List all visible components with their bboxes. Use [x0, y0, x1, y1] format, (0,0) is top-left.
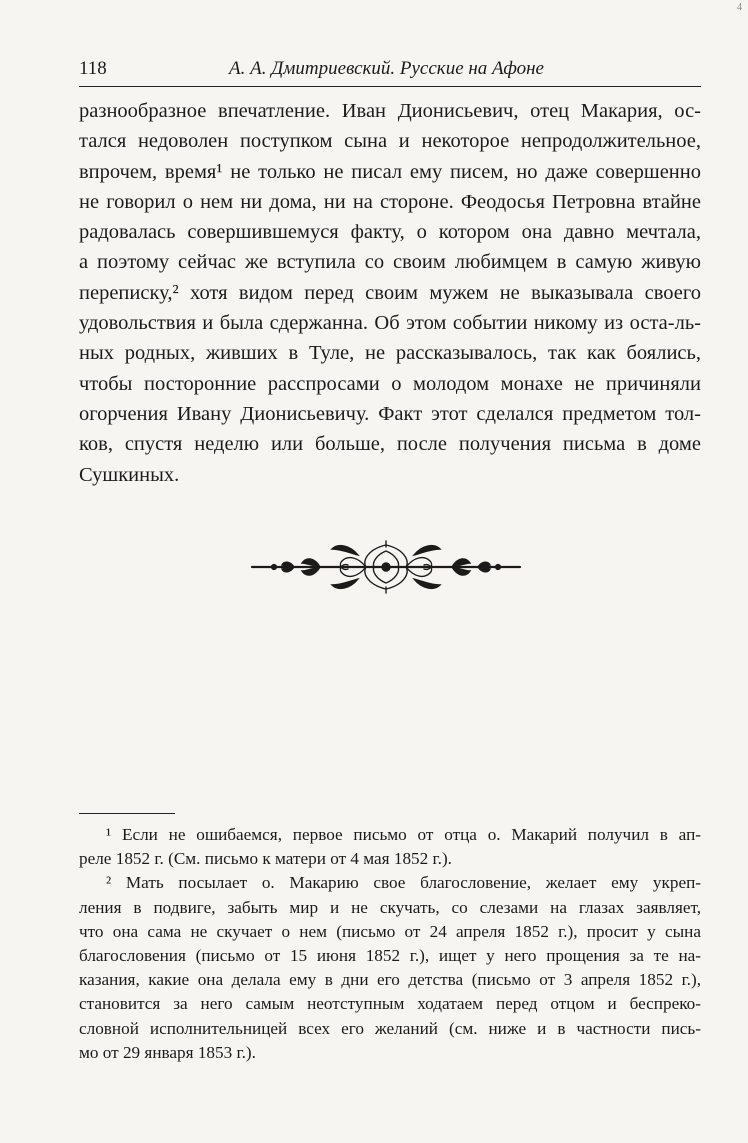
body-line: радовалась совершившемуся факту, о котором она давно мечтала, — [79, 221, 701, 244]
footnote-2-line: благословения (письмо от 15 июня 1852 г.), ищет у него прощения за те на- — [79, 945, 701, 965]
body-text — [79, 96, 701, 490]
running-title: А. А. Дмитриевский. Русские на Афоне — [229, 58, 544, 79]
body-line: разнообразное впечатление. Иван Дионисьевич, отец Макария, ос- — [79, 100, 701, 122]
footnote-1-line: реле 1852 г. (См. письмо к матери от 4 мая 1852 г.). — [79, 849, 452, 869]
body-line: переписку,² хотя видом перед своим мужем не выказывала своего — [79, 281, 701, 304]
footnote-2-line: становится за него самым неотступным ходатаем перед отцом и беспреко- — [79, 994, 701, 1014]
footnote-2-line: ления в подвиге, забыть мир и не скучать, со слезами на глазах заявляет, — [79, 897, 701, 917]
body-line: удовольствия и была сдержанна. Об этом событии никому из оста-ль- — [79, 312, 701, 335]
body-line: тался недоволен поступком сына и некоторое непродолжительное, — [79, 130, 701, 153]
footnote-2-line: казания, какие она делала ему в дни его детства (письмо от 3 апреля 1852 г.), — [79, 970, 701, 990]
footnote-2-line: мо от 29 января 1853 г.). — [79, 1042, 256, 1062]
fleuron-icon — [250, 539, 522, 595]
footnote-1-line: ¹ Если не ошибаемся, первое письмо от отца о. Макарий получил в ап- — [106, 825, 701, 844]
body-line: ных родных, живших в Туле, не рассказывалось, так как боялись, — [79, 342, 701, 365]
body-line: а поэтому сейчас же вступила со своим любимцем в самую живую — [79, 251, 701, 274]
footnote-2-line: ² Мать посылает о. Макарию свое благословение, желает ему укреп- — [106, 873, 701, 893]
body-line: чтобы посторонние расспросами о молодом монахе не причиняли — [79, 372, 701, 395]
header-rule — [79, 86, 701, 87]
footnotes — [79, 823, 701, 1065]
footnote-rule — [79, 813, 175, 814]
body-line: не говорил о нем ни дома, ни на стороне. Феодосья Петровна втайне — [79, 190, 701, 213]
footnote-2-line: что она сама не скучает о нем (письмо от 24 апреля 1852 г.), просит у сына — [79, 921, 701, 941]
page-number: 118 — [79, 58, 107, 79]
body-line: Сушкиных. — [79, 463, 180, 486]
body-line: ков, спустя неделю или больше, после получения письма в доме — [79, 433, 701, 456]
corner-mark: 4 — [737, 2, 742, 13]
body-line: огорчения Ивану Дионисьевичу. Факт этот сделался предметом тол- — [79, 402, 701, 425]
footnote-2-line: словной исполнительницей всех его желаний (см. ниже и в частности пись- — [79, 1018, 701, 1038]
page-header — [79, 58, 701, 84]
body-line: впрочем, время¹ не только не писал ему писем, но даже совершенно — [79, 160, 701, 183]
